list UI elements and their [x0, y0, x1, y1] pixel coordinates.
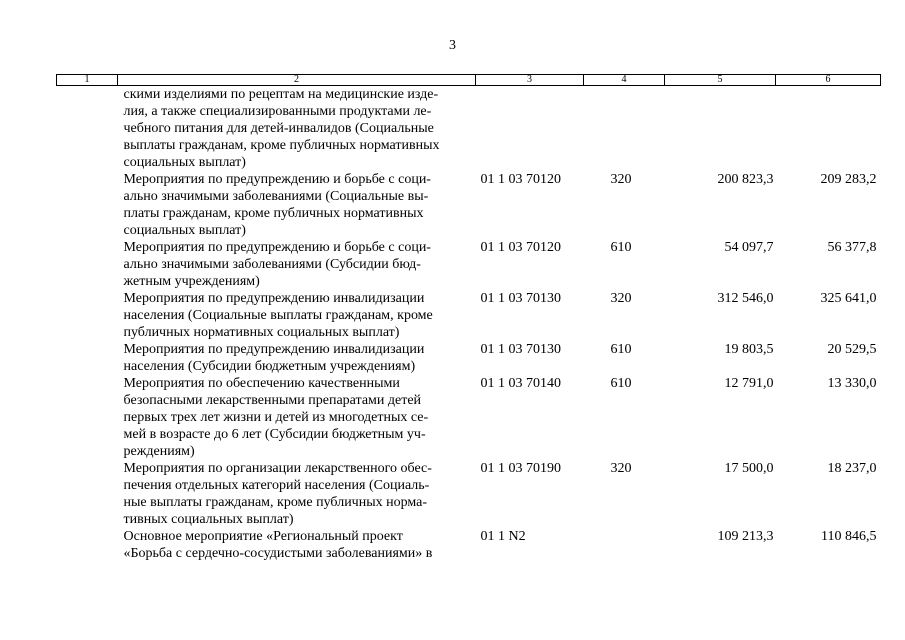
header-col-5: 5: [665, 75, 776, 86]
header-col-4: 4: [584, 75, 665, 86]
table-row: [57, 171, 881, 239]
row-code: 01 1 03 70120: [480, 172, 561, 187]
row-code: 01 1 03 70130: [480, 291, 561, 306]
row-type: 610: [610, 376, 632, 391]
table-row: [57, 290, 881, 341]
row-type: 610: [610, 342, 632, 357]
row-index: [57, 239, 118, 290]
row-value-6: 13 330,0: [827, 376, 877, 391]
row-value-5: 19 803,5: [724, 342, 774, 357]
row-index: [57, 460, 118, 528]
row-index: [57, 86, 118, 172]
table-row: [57, 528, 881, 562]
row-value-5: 312 546,0: [717, 291, 774, 306]
row-value-5: 54 097,7: [724, 240, 774, 255]
row-value-5: 17 500,0: [724, 461, 774, 476]
row-type: [584, 528, 665, 562]
row-value-6: [776, 86, 881, 172]
row-value-6: 325 641,0: [820, 291, 877, 306]
row-type: 320: [610, 172, 632, 187]
row-description: Мероприятия по организации лекарственного обес- печения отдельных категорий населения (Социаль- ные выплаты гражданам, кроме публичных норма- тивных социальных выплат): [123, 461, 432, 527]
header-col-1: 1: [57, 75, 118, 86]
row-code: 01 1 03 70190: [480, 461, 561, 476]
header-row: [57, 75, 881, 86]
row-code: 01 1 03 70120: [480, 240, 561, 255]
row-index: [57, 375, 118, 460]
table-row: [57, 341, 881, 375]
row-description: Мероприятия по предупреждению инвалидизации населения (Субсидии бюджетным учреждениям): [123, 342, 425, 374]
row-description: Мероприятия по обеспечению качественными безопасными лекарственными препаратами детей первых трех лет жизни и детей из многодетных се- мей в возрасте до 6 лет (Субсидии бюджетным уч- реждениям): [123, 376, 429, 459]
row-description: Основное мероприятие «Региональный проект «Борьба с сердечно-сосудистыми заболеваниями» в: [123, 529, 433, 561]
row-index: [57, 341, 118, 375]
row-type: 320: [610, 291, 632, 306]
row-value-6: 56 377,8: [827, 240, 877, 255]
row-description: Мероприятия по предупреждению инвалидизации населения (Социальные выплаты гражданам, кроме публичных нормативных социальных выплат): [123, 291, 433, 340]
row-index: [57, 528, 118, 562]
header-col-6: 6: [776, 75, 881, 86]
row-code: [476, 86, 584, 172]
row-value-5: 12 791,0: [724, 376, 774, 391]
row-value-6: 110 846,5: [821, 529, 877, 544]
header-col-3: 3: [476, 75, 584, 86]
row-index: [57, 171, 118, 239]
row-value-5: [665, 86, 776, 172]
row-description: Мероприятия по предупреждению и борьбе с соци- ально значимыми заболеваниями (Социальные вы- платы гражданам, кроме публичных нормативных социальных выплат): [123, 172, 431, 238]
row-value-5: 109 213,3: [717, 529, 774, 544]
row-type: [584, 86, 665, 172]
header-col-2: 2: [118, 75, 476, 86]
row-code: 01 1 03 70140: [480, 376, 561, 391]
table-row: [57, 239, 881, 290]
row-description: Мероприятия по предупреждению и борьбе с соци- ально значимыми заболеваниями (Субсидии бюд- жетным учреждениям): [123, 240, 431, 289]
row-value-6: 20 529,5: [827, 342, 877, 357]
row-description: скими изделиями по рецептам на медицинские изде- лия, а также специализированными продуктами ле- чебного питания для детей-инвалидов (Социальные выплаты гражданам, кроме публичных нормативных социальных выплат): [123, 87, 440, 170]
row-value-6: 18 237,0: [827, 461, 877, 476]
row-value-5: 200 823,3: [717, 172, 774, 187]
row-value-6: 209 283,2: [820, 172, 877, 187]
row-type: 610: [610, 240, 632, 255]
page-number: 3: [449, 38, 456, 53]
table-row: [57, 86, 881, 172]
table-row: [57, 460, 881, 528]
budget-table: [56, 74, 881, 562]
table-row: [57, 375, 881, 460]
row-code: 01 1 N2: [480, 529, 526, 544]
row-type: 320: [610, 461, 632, 476]
row-code: 01 1 03 70130: [480, 342, 561, 357]
row-index: [57, 290, 118, 341]
